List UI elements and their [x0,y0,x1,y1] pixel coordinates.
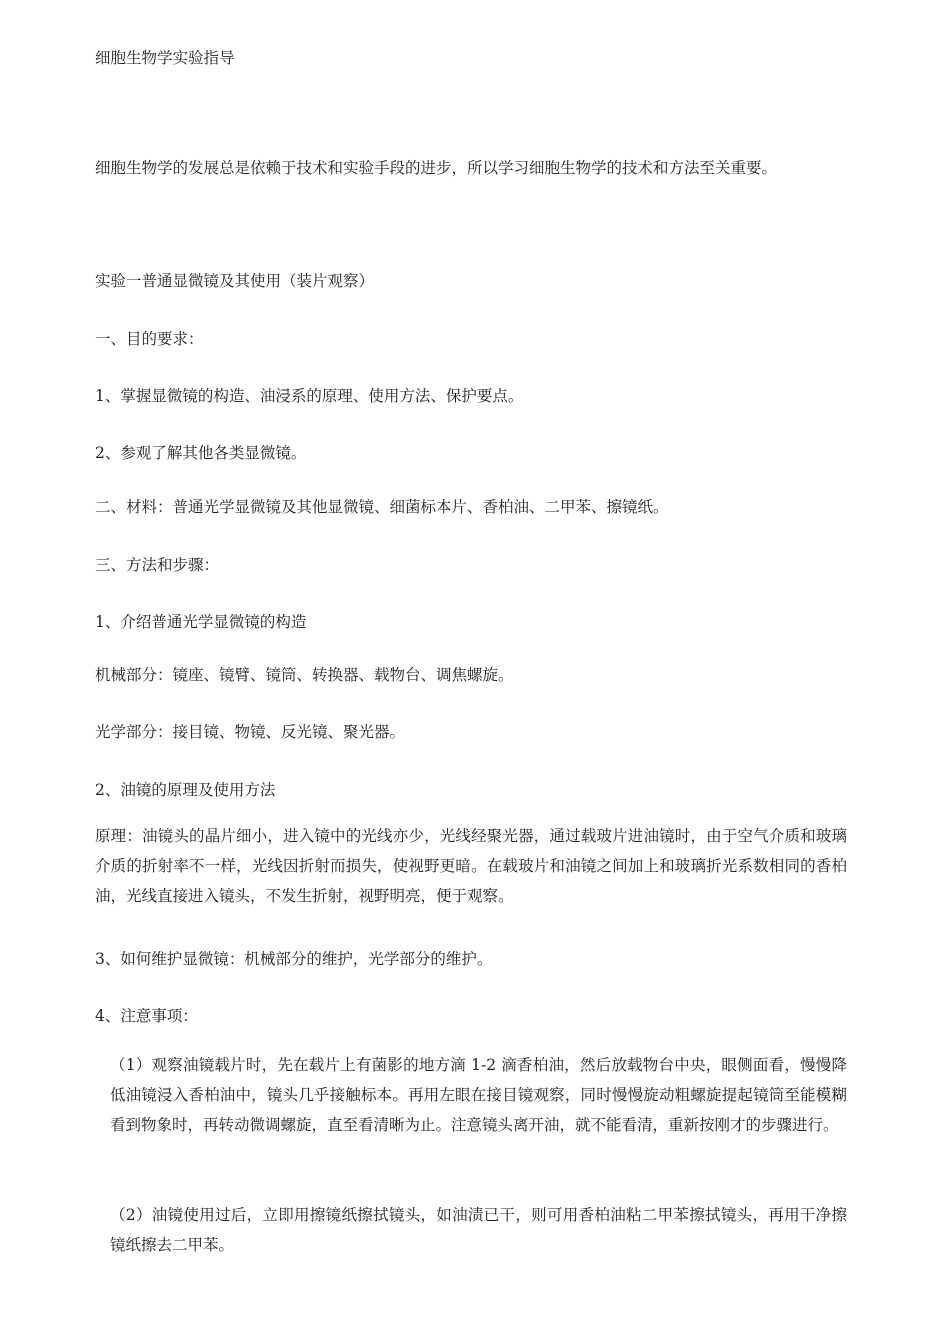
step3-maintenance: 3、如何维护显微镜：机械部分的维护，光学部分的维护。 [95,950,493,968]
step1-mechanical-parts: 机械部分：镜座、镜臂、镜筒、转换器、载物台、调焦螺旋。 [95,666,514,684]
note-2-paragraph: （2）油镜使用过后，立即用擦镜纸擦拭镜头，如油渍已干，则可用香柏油粘二甲苯擦拭镜头，再用干净擦镜纸擦去二甲苯。 [110,1206,847,1254]
step4-heading: 4、注意事项： [95,1007,198,1025]
document-title: 细胞生物学实验指导 [95,49,235,67]
section-heading-objectives: 一、目的要求： [95,330,204,348]
experiment-title: 实验一普通显微镜及其使用（装片观察） [95,272,375,290]
intro-paragraph: 细胞生物学的发展总是依赖于技术和实验手段的进步，所以学习细胞生物学的技术和方法至关重要。 [95,159,778,177]
objective-item-2: 2、参观了解其他各类显微镜。 [95,444,307,462]
section-materials: 二、材料：普通光学显微镜及其他显微镜、细菌标本片、香柏油、二甲苯、擦镜纸。 [95,498,669,516]
step2-principle-paragraph: 原理：油镜头的晶片细小，进入镜中的光线亦少，光线经聚光器，通过载玻片进油镜时，由于空气介质和玻璃介质的折射率不一样，光线因折射而损失，使视野更暗。在载玻片和油镜之间加上和玻璃折光系数相同的香柏油，光线直接进入镜头，不发生折射，视野明亮，便于观察。 [95,827,847,905]
step1-heading: 1、介绍普通光学显微镜的构造 [95,613,307,631]
step2-heading: 2、油镜的原理及使用方法 [95,781,276,799]
objective-item-1: 1、掌握显微镜的构造、油浸系的原理、使用方法、保护要点。 [95,387,524,405]
note-1-paragraph: （1）观察油镜载片时，先在载片上有菌影的地方滴 1-2 滴香柏油，然后放载物台中央，眼侧面看，慢慢降低油镜浸入香柏油中，镜头几乎接触标本。再用左眼在接目镜观察，同时慢慢旋动粗螺旋提起镜筒至能模糊看到物象时，再转动微调螺旋，直至看清晰为止。注意镜头离开油，就不能看清，重新按刚才的步骤进行。 [110,1056,847,1134]
section-heading-methods: 三、方法和步骤： [95,556,220,574]
step1-optical-parts: 光学部分：接目镜、物镜、反光镜、聚光器。 [95,723,406,741]
